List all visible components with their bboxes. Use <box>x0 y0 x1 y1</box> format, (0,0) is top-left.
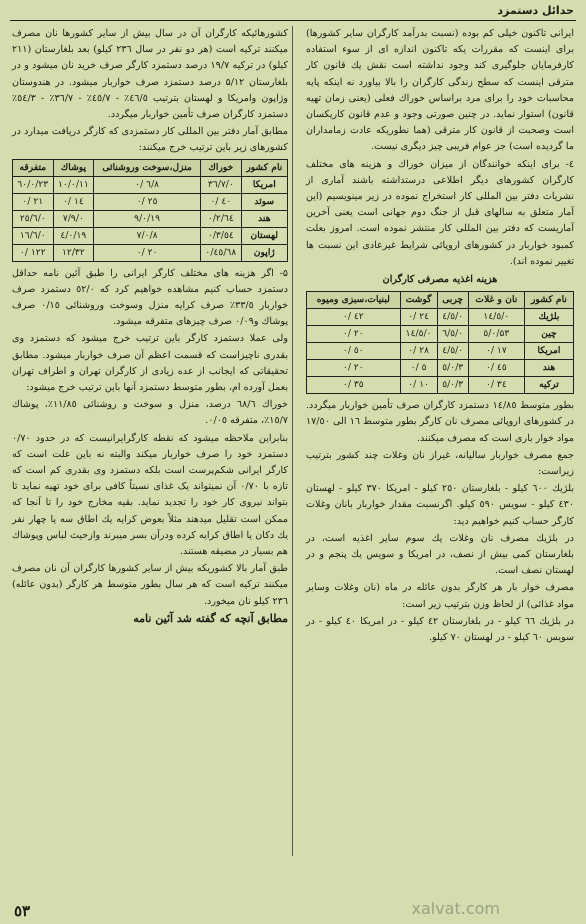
table-cell: ٦٤/۲/٠ <box>201 210 242 227</box>
table-row <box>307 343 574 360</box>
column-header: متفرقه <box>13 159 54 176</box>
column-header: چربی <box>437 292 468 309</box>
table-cell: امریکا <box>241 176 287 193</box>
column-header: لبنیات،سبزی ومیوه <box>307 292 401 309</box>
table-row <box>307 377 574 394</box>
paragraph: طبق آمار بالا کشوریکه بیش از سایر کشورها کارگران آن نان مصرف میکنند ترکیه است که هر سال بطور متوسط هر کارگر (بدون عائله) ۲۳٦ کیلو نان میخورد. <box>12 563 288 607</box>
food-expense-table <box>306 291 574 394</box>
table-cell: ژاپون <box>241 244 287 261</box>
column-header: نام کشور <box>241 159 287 176</box>
paragraph: خوراك ٦٨/٦ درصد، منزل و سوخت و روشنائی ۱۱/۸٥٪، پوشاك ۱٥/٧٪، متفرقه ۰/۰٥. <box>12 399 288 427</box>
table-cell: ۱۱/١٠/٠ <box>53 176 94 193</box>
table-cell: ۲٠ /٠ <box>307 326 401 343</box>
table-row <box>307 326 574 343</box>
table-cell: ٥٤/۳/٠ <box>201 227 242 244</box>
table-cell: ٧/٩/٠ <box>53 210 94 227</box>
table-cell: ۱۲۲ /٠ <box>13 244 54 261</box>
page-header <box>10 4 576 21</box>
page-number: ٥۳ <box>14 902 31 920</box>
table-cell: هند <box>241 210 287 227</box>
table-row <box>307 309 574 326</box>
table-cell: ۳٤ /٠ <box>468 377 524 394</box>
closing-line: مطابق آنچه که گفته شد آئین نامه <box>133 611 288 625</box>
column-header: خوراك <box>201 159 242 176</box>
table-cell: هند <box>524 360 573 377</box>
paragraph: بطور متوسط ۱٤/۸٥ دستمزد کارگران صرف تأمین خواربار میگردد. در کشورهای اروپائی مصرف نان کارگر بطور متوسط ۱٦ الی ۱٧/٥۰ مواد خوار باری است که مصرف میکنند. <box>306 400 574 444</box>
table-cell: ۱۹/٤/٠ <box>53 227 94 244</box>
table-cell: ترکیه <box>524 377 573 394</box>
paragraph: ولی عملا دستمزد کارگر باین ترتیب خرج میشود که دستمزد وی بقدری ناچیزاست که قسمت اعظم آن صرف خواربار میشود. مطابق تحقیقاتی که ایجانب از عده زیادی از کارگران تهران و اطراف تهران بعمل آورده ام، بطور متوسط دستمزد آنها باین ترتیب خرج میشود: <box>12 333 288 394</box>
column-header: نان و غلات <box>468 292 524 309</box>
table-cell: ۲٥/٦/٠ <box>13 210 54 227</box>
table-cell: ۲۳/٦٠/٠ <box>13 176 54 193</box>
table-cell: ۲٥ /٠ <box>94 193 201 210</box>
table-cell: ۳/٥/٠ <box>437 377 468 394</box>
left-column <box>12 26 288 896</box>
table-header-row <box>13 159 288 176</box>
table-cell: ٤/٥/٠ <box>437 343 468 360</box>
wage-expense-table <box>12 159 288 262</box>
table-cell: ٥ /٠ <box>400 360 437 377</box>
table-cell: لهستان <box>241 227 287 244</box>
table-cell: ٤۲ /٠ <box>307 309 401 326</box>
table-row <box>13 244 288 261</box>
column-header: نام کشور <box>524 292 573 309</box>
table-cell: چین <box>524 326 573 343</box>
table-cell: ۲٤ /٠ <box>400 309 437 326</box>
paragraph: کشورهائیکه کارگران آن در سال بیش از سایر کشورها نان مصرف میکنند ترکیه است (هر دو نفر در سال ۲۳٦ کیلو) بعد بلغارستان (۲۱۱ کیلو) در ترکیه ۱۹/٧ درصد دستمزد کارگر صرف خرید نان میشود و در بلغارستان ۵/۱۲ درصد دستمزد صرف خواربار میشود. در هندوستان وژاپون وامریکا و لهستان بترتیب ٤٦/٥٪ - ٤٥/٧٪ - ۳٦/٧٪ - ٥٤/۳٪ دستمزد کارگران صرف تأمین خواربار میگردد. <box>12 28 289 121</box>
column-header: گوشت <box>400 292 437 309</box>
table-cell: ٦/٥/٠ <box>437 326 468 343</box>
paragraph: در بلژیك مصرف نان وغلات يك سوم سایر اغذیه است، در بلغارستان کمی بیش از نصف، در امریکا و سویس يك پنجم و در لهستان نصف است. <box>306 532 574 577</box>
column-header: پوشاك <box>53 159 94 176</box>
table-cell: سوئد <box>241 193 287 210</box>
table-cell: ۲۱ /٠ <box>13 193 54 210</box>
running-head: حدائل دستمزد <box>497 4 574 17</box>
table-row <box>307 360 574 377</box>
table-title-food: هزینه اغذیه مصرفی کارگران <box>382 274 498 286</box>
table-cell: ۱٤/٥/٠ <box>400 326 437 343</box>
table-cell: ۱٤ /٠ <box>53 193 94 210</box>
paragraph: در بلژیك ٦٦ کیلو - در بلغارستان ٤۲ کیلو - در امریکا ٤٠ کیلو - در سویس ٦٠ کیلو - در لهستان ٧٠ کیلو. <box>306 615 575 644</box>
table-cell: ٤٥/٦۸/٠ <box>201 244 242 261</box>
table-cell: ٥٠ /٠ <box>307 343 401 360</box>
table-cell: ۲٠ /٠ <box>94 244 201 261</box>
table-cell: ۱۲/۳۲ <box>53 244 94 261</box>
paragraph: ایرانی تاکنون خیلی کم بوده (نسبت بدرآمد کارگران سایر کشورها) برای اینست که مقررات یکه تاکنون اندازه ای از سوء استفاده کارفرمایان جلوگیری کند وجود نداشته است نقش یك قانون کار مترقی اینست که سطح زندگی کارگران را بالا بیاورد نه اینکه پایه محاسبات خود را برای مرد براساس خوراك فعلی (یعنی زمان تهیه قانون) استوار نماید. در چنین صورتی وجود و عدم قانون کاریکسان است وصحبت از قانون کار مترقی (هما نطوریکه عادت زمامداران ما گردیده است) جز عوام فریبی چیز دیگری نیست. <box>306 28 574 153</box>
table-cell: امریکا <box>524 343 573 360</box>
column-header: منزل،سوخت وروشنائی <box>94 159 201 176</box>
paragraph: بلژیك ٦٠٠ کیلو - بلغارستان ۲٥٠ کیلو - امریکا ۳٧٠ کیلو - لهستان ٤۳٠ کیلو - سویس ٥٩٠ کیلو. اگرنسبت مقدار خواربار بانان وغلات کارگر حساب کنیم خواهیم دید: <box>306 483 574 527</box>
paragraph: جمع مصرف خواربار سالیانه، غیراز نان وغلات چند کشور بترتیب زیراست: <box>306 449 574 478</box>
column-divider <box>292 26 293 856</box>
right-column <box>306 26 574 866</box>
table-cell: ۲۸ /٠ <box>400 343 437 360</box>
table-cell: ۵۳/٥/٠ <box>468 326 524 343</box>
table-cell: ۱٠ /٠ <box>400 377 437 394</box>
table-cell: ۳٦/٧/٠ <box>201 176 242 193</box>
table-cell: ۱۹/٩/٠ <box>94 210 201 227</box>
paragraph: ۵- اگر هزینه های مختلف کارگر ایرانی را طبق آئین نامه حداقل دستمزد حساب کنیم مشاهده خواهیم کرد که ٥۲/۰ دستمزد صرف خواربار ۳۳/٥٪ صرف کرایه منزل وسوخت وروشنائی ۰/۱٥ صرف پوشاك و۰/۰۹ صرف چیزهای متفرقه میشود. <box>12 267 288 328</box>
table-row <box>13 193 288 210</box>
table-header-row <box>307 292 574 309</box>
table-row <box>13 210 288 227</box>
table-row <box>13 227 288 244</box>
table-cell: ۸/٧/٠ <box>94 227 201 244</box>
table-cell: ۳٥ /٠ <box>307 377 401 394</box>
table-cell: ٤/٥/٠ <box>437 309 468 326</box>
table-cell: ۱٦/٦/٠ <box>13 227 54 244</box>
paragraph: مصرف خوار بار هر کارگر بدون عائله در ماه (نان وغلات وسایر مواد غذائی) از لحاظ وزن بترتیب زیر است: <box>306 582 574 610</box>
table-row <box>13 176 288 193</box>
table-cell: ۲٠ /٠ <box>307 360 401 377</box>
table-cell: بلژیك <box>524 309 573 326</box>
table-cell: ۱٧ /٠ <box>468 343 524 360</box>
paragraph: ٤- برای اینکه خوانندگان از میزان خوراك و هزینه های مختلف کارگران کشورهای دیگر اطلاعی درستداشته باشند آماری از نشریات دفتر بین المللی کار استخراج نموده در زیر مینویسیم (این آمار متعلق به سالهای قبل از جنگ دوم جهانی است یعنی آخرین آماریست که دفتر بین المللی کار منتشر نموده است. امروز بعلت کمبود خواربار در کشورهای اروپائی شرایط غیرعادی این نسبت ها تغییر نموده اند). <box>306 158 574 267</box>
paragraph: بنابراین ملاحظه میشود که نقطه کارگرایرانیست که در حدود ۰/٧۰ دستمزد خود را صرف خواربار میکند والبته نه باین علت است که کارگر ایرانی شکم‌پرست است بلکه دستمزد وی بقدری کم است که تازه با ۰/٧۰ آن نمیتواند یک غذای نسبتاً کافی برای خود تهیه نماید تا بتواند نیروی کار خود را تجدید نماید. بقیه مخارج خود را تا آنجا که ممکن است تقلیل میدهند مثلاً بعوض کرایه یك اطاق سه یا چهار نفر یك دکان یا اطاق کرایه کرده ودرآن بسر میبرند وازحیث لباس وپوشاك هم بسیار در مضیقه هستند. <box>12 432 288 558</box>
table-cell: ۸/٦ /٠ <box>94 176 201 193</box>
table-cell: ۳/٥/٠ <box>437 360 468 377</box>
table-cell: ۱٤/٥/٠ <box>468 309 524 326</box>
watermark: xalvat.com <box>411 899 500 918</box>
paragraph: مطابق آمار دفتر بین المللی کار دستمزدی که کارگر دریافت میدارد در کشورهای زیر باین ترتیب خرج میکنند: <box>12 126 288 154</box>
table-cell: ٤٠ /٠ <box>201 193 242 210</box>
table-cell: ٤٥ /٠ <box>468 360 524 377</box>
